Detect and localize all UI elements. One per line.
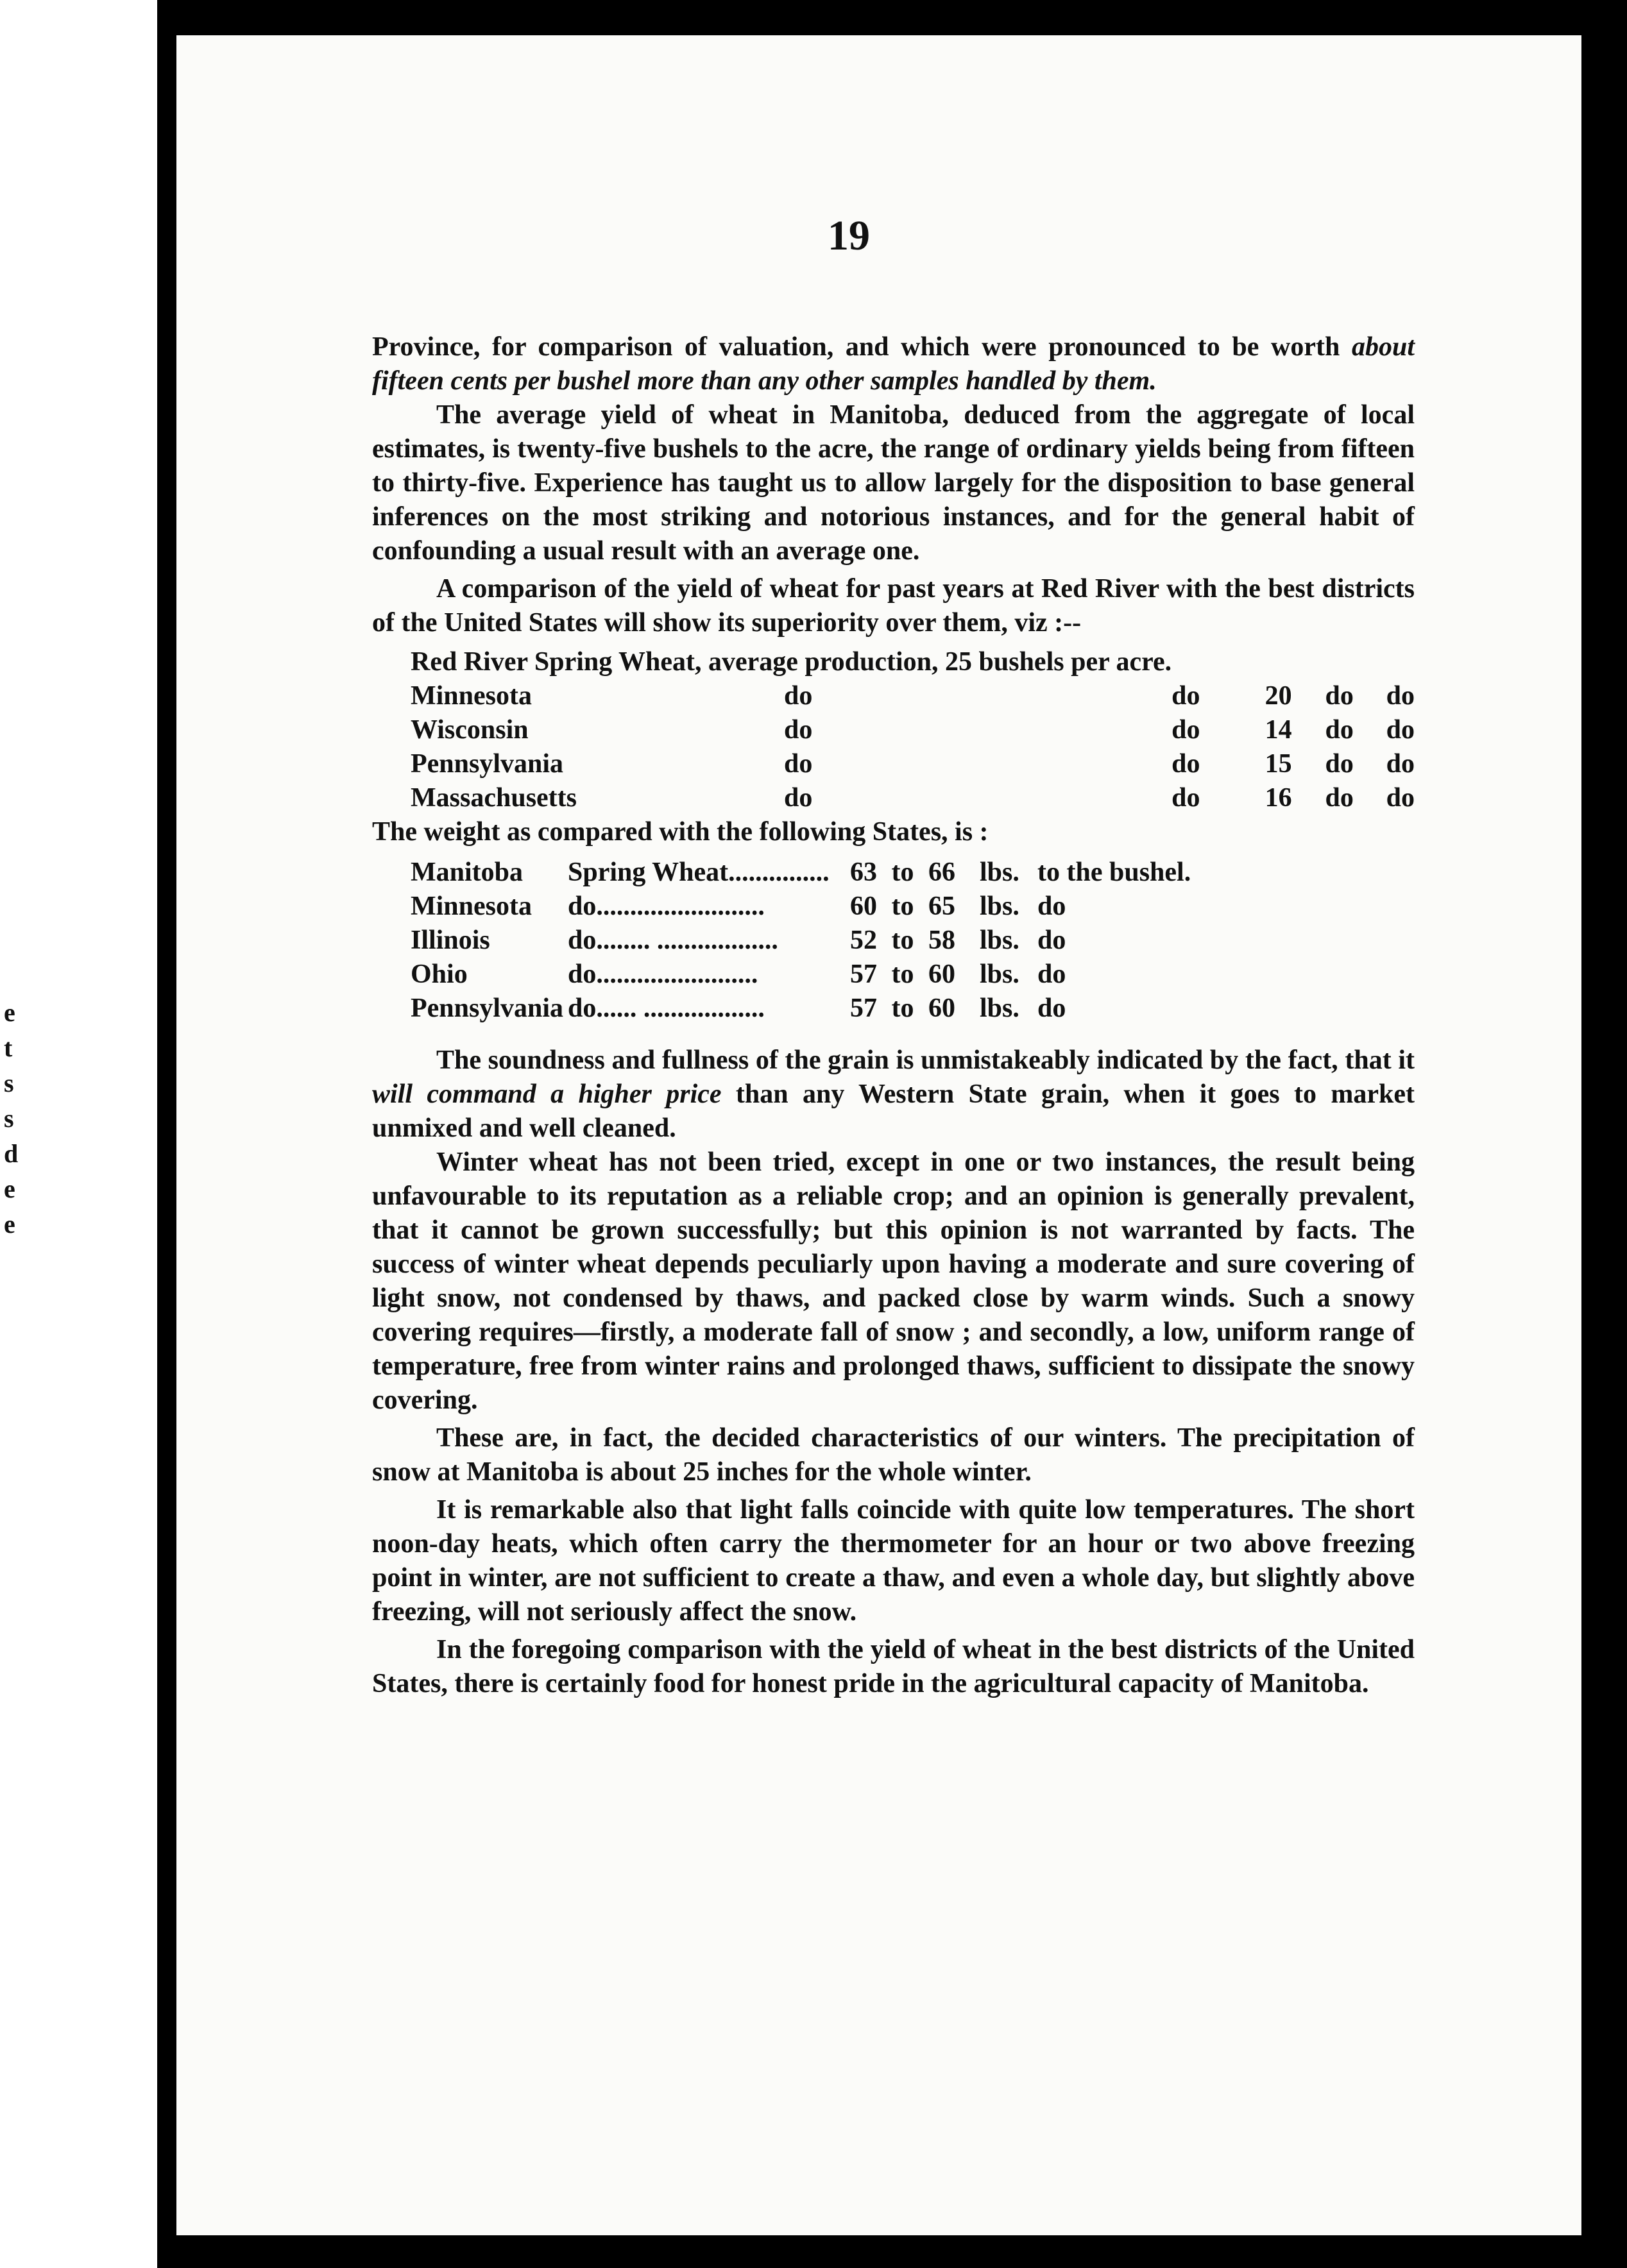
weight-table <box>411 856 1191 1026</box>
table-row: Illinois do........ .................. 52 to 58 lbs. do <box>411 926 1066 955</box>
body-text <box>372 330 1415 1701</box>
table-row: Wisconsin do do 14 do do <box>411 715 1415 745</box>
margin-mark: e <box>4 1174 15 1203</box>
margin-mark: e <box>4 998 15 1027</box>
paragraph-winter-wheat: Winter wheat has not been tried, except in one or two instances, the result being unfavourable to its reputation as a reliable crop; and an opinion is generally prevalent, that it cannot be grown successfully; but this opinion is not warranted by facts. The success of winter wheat depends peculiarly upon having a moderate and sure covering of light snow, not condensed by thaws, and packed close by warm winds. Such a snowy covering requires—firstly, a moderate fall of snow ; and secondly, a low, uniform range of temperature, free from winter rains and prolonged thaws, sufficient to dissipate the snowy covering. <box>372 1147 1415 1415</box>
emphasis-text: about fifteen cents per bushel more than any other samples handled by them. <box>372 332 1415 396</box>
table-row: Minnesota do do 20 do do <box>411 681 1415 711</box>
margin-mark: e <box>4 1210 15 1239</box>
paragraph-comparison: A comparison of the yield of wheat for past years at Red River with the best districts of the United States will show its superiority over them, viz :-- <box>372 574 1415 638</box>
table-row: Minnesota do......................... 60 to 65 lbs. do <box>411 892 1066 921</box>
paragraph-soundness: The soundness and fullness of the grain is unmistakeably indicated by the fact, that it will command a higher price than any Western State grain, when it goes to market unmixed and well cleaned. <box>372 1045 1415 1143</box>
page-number: 19 <box>828 212 870 259</box>
table-row: Massachusetts do do 16 do do <box>411 783 1415 813</box>
adjacent-page-margin <box>0 0 164 2268</box>
paragraph-foregoing: In the foregoing comparison with the yield of wheat in the best districts of the United States, there is certainly food for honest pride in the agricultural capacity of Manitoba. <box>372 1635 1415 1698</box>
table-row: Manitoba Spring Wheat............... 63 to 66 lbs. to the bushel. <box>411 858 1191 887</box>
table-row: Red River Spring Wheat, average production, 25 bushels per acre. <box>411 647 1172 677</box>
paragraph-characteristics: These are, in fact, the decided characteristics of our winters. The precipitation of snow at Manitoba is about 25 inches for the whole winter. <box>372 1423 1415 1487</box>
emphasis-text: will command a higher price <box>372 1079 722 1109</box>
margin-mark: s <box>4 1069 14 1097</box>
paragraph-remarkable: It is remarkable also that light falls coincide with quite low temperatures. The short noon-day heats, which often carry the thermometer for an hour or two above freezing point in winter, are not sufficient to create a thaw, and even a whole day, but slightly above freezing, will not seriously affect the snow. <box>372 1495 1415 1627</box>
table-row: Pennsylvania do do 15 do do <box>411 749 1415 779</box>
yield-table <box>411 645 1415 815</box>
margin-mark: d <box>4 1139 19 1168</box>
margin-mark: s <box>4 1104 14 1133</box>
margin-mark: t <box>4 1033 13 1062</box>
paragraph-yield: The average yield of wheat in Manitoba, deduced from the aggregate of local estimates, is twenty-five bushels to the acre, the range of ordinary yields being from fifteen to thirty-five. Experience has taught us to allow largely for the disposition to base general inferences on the most striking and notorious instances, and for the general habit of confounding a usual result with an average one. <box>372 400 1415 566</box>
table-row: Pennsylvania do...... .................. 57 to 60 lbs. do <box>411 994 1066 1023</box>
table-row: Ohio do........................ 57 to 60 lbs. do <box>411 960 1066 989</box>
paragraph-intro: Province, for comparison of valuation, and which were pronounced to be worth about fifteen cents per bushel more than any other samples handled by them. <box>372 332 1415 396</box>
weight-heading: The weight as compared with the following States, is : <box>372 817 989 847</box>
